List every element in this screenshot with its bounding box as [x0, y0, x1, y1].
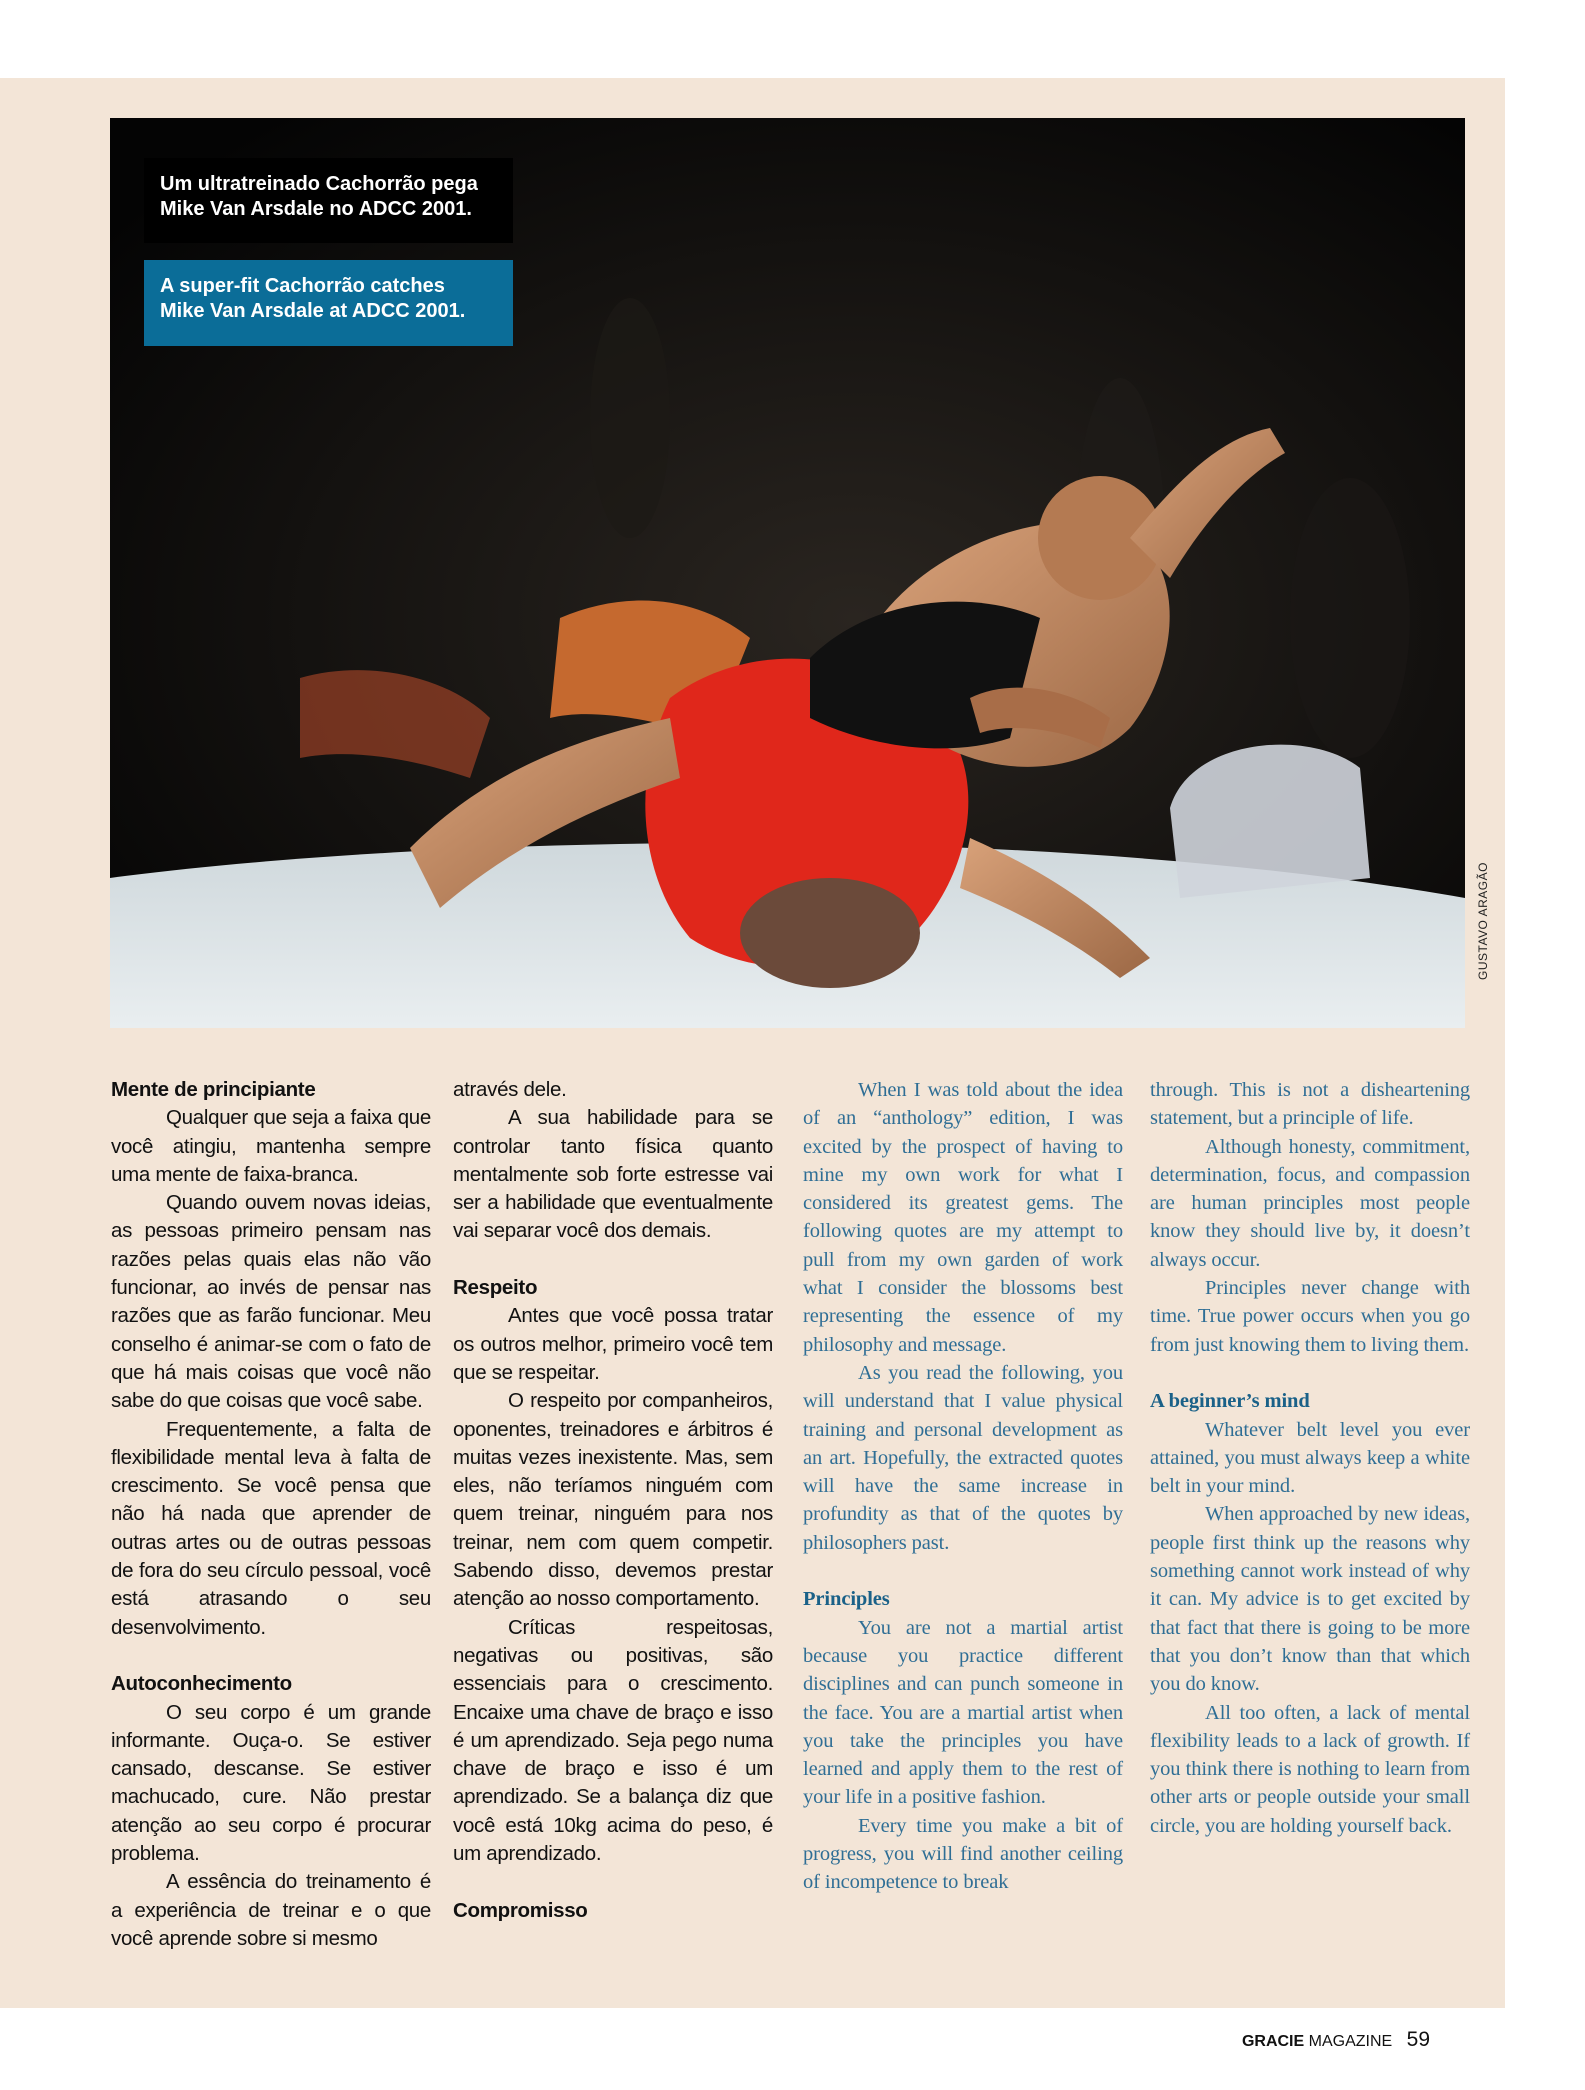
paragraph-gap: [453, 1868, 773, 1896]
paragraph-gap: [1150, 1359, 1470, 1387]
paragraph: Whatever belt level you ever attained, you must always keep a white belt in your mind.: [1150, 1418, 1470, 1498]
fight-photo: [110, 118, 1465, 1028]
caption-pt-line-1: Um ultratreinado Cachorrão pega: [160, 173, 478, 195]
paragraph: O seu corpo é um grande informante. Ouça-o. Se estiver cansado, descanse. Se estiver machucado, cure. Não prestar atenção ao seu corpo é procurar problema.: [111, 1700, 431, 1866]
fight-photo-illustration: [110, 118, 1465, 1028]
paragraph: You are not a martial artist because you practice different disciplines and can punch someone in the face. You are a martial artist when you take the principles you have learned and apply them to the rest of your life in a positive fashion.: [803, 1616, 1123, 1809]
paragraph: When I was told about the idea of an “anthology” edition, I was excited by the prospect of having to mine my own work for what I considered its greatest gems. The following quotes are my attempt to pull from my own garden of work what I consider the blossoms best representing the essence of my philosophy and message.: [803, 1079, 1123, 1356]
paragraph: Antes que você possa tratar os outros melhor, primeiro você tem que se respeitar.: [453, 1304, 773, 1384]
caption-en-line-1: A super-fit Cachorrão catches: [160, 275, 445, 297]
caption-english: [144, 260, 513, 346]
paragraph: When approached by new ideas, people first think up the reasons why something cannot work instead of why it can. My advice is to get excited by that fact that there is going to be more that you don’t know than that which you do know.: [1150, 1503, 1470, 1696]
paragraph-gap: [453, 1246, 773, 1274]
section-heading: Respeito: [453, 1276, 538, 1300]
photo-credit: GUSTAVO ARAGÃO: [1476, 862, 1490, 980]
paragraph-continuation: through. This is not a disheartening statement, but a principle of life.: [1150, 1079, 1470, 1130]
paragraph: A sua habilidade para se controlar tanto física quanto mentalmente sob forte estresse vai ser a habilidade que eventualmente vai separar você dos demais.: [453, 1106, 773, 1243]
column-2-portuguese: [453, 1076, 773, 1925]
page-footer: [1242, 2028, 1430, 2052]
section-heading: Mente de principiante: [111, 1078, 316, 1101]
paragraph: Quando ouvem novas ideias, as pessoas primeiro pensam nas razões pelas quais elas não vão funcionar, ao invés de pensar nas razões que as farão funcionar. Meu conselho é animar-se com o fato de que há mais coisas que você não sabe do que coisas que você sabe.: [111, 1191, 431, 1413]
paragraph: Although honesty, commitment, determination, focus, and compassion are human principles most people know they should live by, it doesn’t always occur.: [1150, 1135, 1470, 1271]
paragraph: Every time you make a bit of progress, you will find another ceiling of incompetence to break: [803, 1814, 1123, 1894]
paragraph: Qualquer que seja a faixa que você atingiu, mantenha sempre uma mente de faixa-branca.: [111, 1106, 431, 1186]
footer-magazine: MAGAZINE: [1308, 2033, 1393, 2050]
column-1-portuguese: [111, 1076, 431, 1953]
paragraph-continuation: através dele.: [453, 1078, 567, 1101]
paragraph: Críticas respeitosas, negativas ou positivas, são essenciais para o crescimento. Encaixe uma chave de braço e isso é um aprendizado. Seja pego numa chave de braço e isso é um aprendizado. Se a balança diz que você está 10kg acima do peso, é um aprendizado.: [453, 1615, 773, 1866]
caption-pt-line-2: Mike Van Arsdale no ADCC 2001.: [160, 198, 472, 220]
paragraph-gap: [111, 1642, 431, 1670]
section-heading: A beginner’s mind: [1150, 1390, 1310, 1413]
paragraph: A essência do treinamento é a experiência de treinar e o que você aprende sobre si mesmo: [111, 1870, 431, 1950]
paragraph: Principles never change with time. True power occurs when you go from just knowing them to living them.: [1150, 1277, 1470, 1356]
section-heading: Autoconhecimento: [111, 1672, 292, 1696]
paragraph: Frequentemente, a falta de flexibilidade mental leva à falta de crescimento. Se você pensa que não há nada que aprender de outras artes ou de outras pessoas de fora do seu círculo pessoal, você está atrasando o seu desenvolvimento.: [111, 1417, 431, 1639]
paragraph: All too often, a lack of mental flexibility leads to a lack of growth. If you think there is nothing to learn from other arts or people outside your small circle, you are holding yourself back.: [1150, 1701, 1470, 1837]
footer-brand: GRACIE: [1241, 2033, 1305, 2050]
page-number: 59: [1406, 2028, 1430, 2051]
caption-en-line-2: Mike Van Arsdale at ADCC 2001.: [160, 300, 466, 322]
section-heading: Compromisso: [453, 1898, 588, 1922]
column-4-english: [1150, 1076, 1470, 1840]
paragraph-gap: [803, 1557, 1123, 1585]
paragraph: As you read the following, you will understand that I value physical training and personal development as an art. Hopefully, the extracted quotes will have the same increase in profundity as that of the quotes by philosophers past.: [803, 1361, 1123, 1554]
column-3-english: [803, 1076, 1123, 1897]
caption-portuguese: [144, 158, 513, 243]
paragraph: O respeito por companheiros, oponentes, treinadores e árbitros é muitas vezes inexistente. Mas, sem eles, não teríamos ninguém com quem treinar, ninguém para nos treinar, nem com quem competir. Sabendo disso, devemos prestar atenção ao nosso comportamento.: [453, 1389, 773, 1611]
section-heading: Principles: [803, 1588, 890, 1611]
